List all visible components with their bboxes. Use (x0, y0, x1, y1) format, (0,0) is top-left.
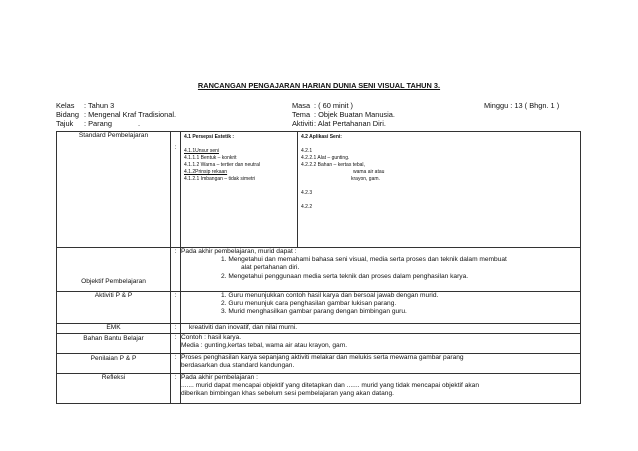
persepsi-line: 4.1.2.1 Imbangan – tidak simetri (184, 176, 256, 182)
masa-label: Masa (292, 101, 311, 110)
objektif-item: alat pertahanan diri. (241, 264, 300, 272)
refleksi-label: Refleksi (57, 374, 171, 404)
persepsi-heading: 4.1 Persepsi Estetik : (184, 134, 235, 140)
penilaian-label: Penilaian P & P (57, 354, 171, 374)
refleksi-body (181, 374, 581, 404)
objektif-intro: Pada akhir pembelajaran, murid dapat : (181, 248, 297, 255)
aplikasi-line: 4.2.2.2 Bahan – kertas tebal, (301, 162, 365, 168)
bidang-label: Bidang (56, 110, 80, 119)
document-title: RANCANGAN PENGAJARAN HARIAN DUNIA SENI VISUAL TAHUN 3. (197, 81, 441, 90)
aplikasi-line: 4.2.2 (301, 204, 313, 210)
aktiviti-pp-colon: : (171, 292, 181, 324)
aplikasi-line: krayon, gam. (351, 176, 380, 182)
standard-colon: : (171, 132, 181, 248)
penilaian-colon: : (171, 354, 181, 374)
standard-col-aplikasi (298, 132, 580, 247)
row-bahan-bantu (57, 334, 581, 354)
refleksi-colon: : (171, 374, 181, 404)
tema-value: : Objek Buatan Manusia. (314, 110, 395, 119)
standard-body (181, 132, 581, 248)
persepsi-line: 4.1.2Prinsip rekaan (184, 169, 228, 175)
refleksi-line: ....... murid dapat mencapai objektif yang ditetapkan dan ....... murid yang tidak mencapai objektif akan (181, 382, 479, 390)
tajuk-label: Tajuk (56, 119, 74, 128)
kelas-label: Kelas (56, 101, 75, 110)
row-emk (57, 324, 581, 334)
row-aktiviti (57, 292, 581, 324)
persepsi-line: 4.1.1Unsur seni (184, 148, 220, 154)
lesson-plan-table (56, 131, 581, 404)
aktiviti-item: 1. Guru menunjukkan contoh hasil karya dan bersoal jawab dengan murid. (221, 292, 439, 299)
emk-value: kreativiti dan inovatif, dan nilai murni. (181, 324, 581, 334)
header-bidang (56, 110, 176, 119)
aktiviti-item: 3. Murid menghasilkan gambar parang dengan bimbingan guru. (221, 308, 407, 316)
tajuk-value: : Parang (84, 119, 112, 128)
objektif-item: 2. Mengetahui penggunaan media serta teknik dan proses dalam penghasilan karya. (221, 272, 469, 280)
penilaian-line: berdasarkan dua standard kandungan. (181, 362, 295, 370)
kelas-value: : Tahun 3 (84, 101, 115, 110)
bidang-value: : Mengenal Kraf Tradisional. (84, 110, 177, 119)
emk-colon: : (171, 324, 181, 334)
objektif-item: 1. Mengetahui dan memahami bahasa seni visual, media serta proses dan teknik dalam membuat (221, 256, 507, 264)
objektif-body (181, 248, 581, 292)
standard-label: Standard Pembelajaran (57, 132, 171, 248)
masa-value: : ( 60 minit ) (314, 101, 354, 110)
row-penilaian (57, 354, 581, 374)
refleksi-line: Pada akhir pembelajaran : (181, 374, 258, 381)
aktiviti-item: 2. Guru menunjuk cara penghasilan gambar lukisan parang. (221, 300, 397, 308)
aplikasi-heading: 4.2 Aplikasi Seni: (301, 134, 342, 140)
emk-label: EMK (57, 324, 171, 334)
bbb-body (181, 334, 581, 354)
bbb-line: Contoh : hasil karya. (181, 334, 242, 341)
header-masa (292, 101, 353, 110)
aktiviti-pp-body (181, 292, 581, 324)
header-aktiviti (292, 119, 386, 128)
header-tajuk (56, 119, 140, 128)
row-refleksi (57, 374, 581, 404)
row-objektif (57, 248, 581, 292)
bbb-line: Media : gunting,kertas tebal, wama air atau krayon, gam. (181, 342, 348, 350)
header-minggu: Minggu : 13 ( Bhgn. 1 ) (484, 101, 560, 110)
bbb-label: Bahan Bantu Belajar (57, 334, 171, 354)
header-kelas (56, 101, 114, 110)
aplikasi-line: 4.2.3 (301, 190, 313, 196)
tema-label: Tema (292, 110, 311, 119)
persepsi-line: 4.1.1.1 Bentuk – konkrit (184, 155, 237, 161)
header-tema (292, 110, 395, 119)
refleksi-line: diberikan bimbingan khas sebelum sesi pembelajaran yang akan datang. (181, 390, 394, 398)
aplikasi-line: 4.2.2.1 Alat – gunting. (301, 155, 350, 161)
bbb-colon: : (171, 334, 181, 354)
objektif-colon: : (171, 248, 181, 292)
aplikasi-line: 4.2.1 (301, 148, 313, 154)
aktiviti-label: Aktiviti (292, 119, 314, 128)
persepsi-line: 4.1.1.2 Warna – tertier dan neutral (184, 162, 260, 168)
row-standard (57, 132, 581, 248)
objektif-label: Objektif Pembelajaran (57, 248, 171, 292)
standard-col-persepsi (181, 132, 298, 247)
tajuk-dot: . (137, 119, 141, 128)
aplikasi-line: wama air atau (353, 169, 385, 175)
penilaian-line: Proses penghasilan karya sepanjang aktiviti melakar dan melukis serta mewarna gambar parang (181, 354, 464, 361)
aktiviti-pp-label: Aktiviti P & P (57, 292, 171, 324)
penilaian-body (181, 354, 581, 374)
aktiviti-value: : Alat Pertahanan Diri. (314, 119, 386, 128)
